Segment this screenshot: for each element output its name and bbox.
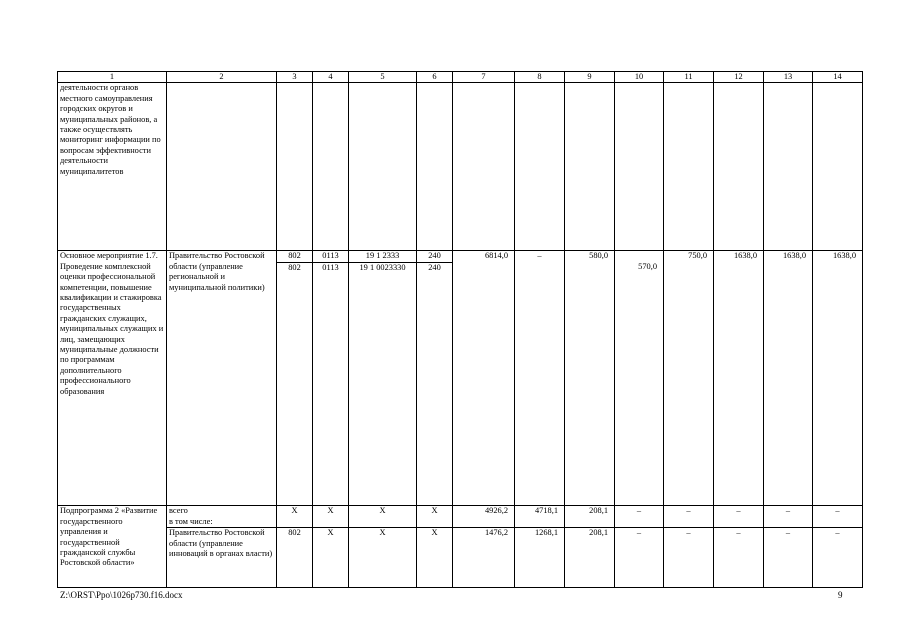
column-number-row: [58, 72, 863, 83]
cell-text: Правительство Ростовской области (управление инноваций в органах власти): [169, 528, 273, 559]
col-num: 10: [615, 72, 664, 83]
cell-value: –: [664, 506, 714, 528]
cell-value: 802: [288, 262, 301, 272]
col-num: 14: [813, 72, 863, 83]
cell-value: –: [714, 506, 764, 528]
cell-value: Х: [417, 528, 453, 588]
cell-value: Х: [349, 528, 417, 588]
cell-value: 1638,0: [813, 251, 863, 506]
table-row: [58, 251, 863, 506]
col-num: 4: [313, 72, 349, 83]
col-num: 2: [167, 72, 277, 83]
cell-value: 802: [277, 528, 313, 588]
table-row: [58, 506, 863, 528]
cell-value: 240: [428, 251, 441, 261]
budget-table: [57, 71, 863, 588]
table-row: [58, 528, 863, 588]
cell-text: Основное мероприятие 1.7. Проведение комплексной оценки профессиональной компетенции, повышение квалификации и стажировка государственных гражданских служащих, муниципальных служащих и лиц, замещающих муниципальные должности по программам дополнительного профессионального образования: [60, 251, 164, 396]
executor-cell: [167, 528, 277, 588]
cell-value: Х: [349, 506, 417, 528]
col-num: 8: [515, 72, 565, 83]
cell-value: 1268,1: [515, 528, 565, 588]
cell-text: Подпрограмма 2 «Развитие государственного управления и государственной гражданской службы Ростовской области»: [60, 506, 158, 568]
cell-value: Х: [313, 528, 349, 588]
col-num: 9: [565, 72, 615, 83]
cell-value: –: [515, 251, 565, 506]
cell-value: 1476,2: [453, 528, 515, 588]
cell-value: 802: [288, 251, 301, 261]
cell-value: –: [714, 528, 764, 588]
cell-value: –: [615, 506, 664, 528]
cell-value: 6814,0: [453, 251, 515, 506]
row-name-cell: [58, 83, 167, 251]
table-row: [58, 83, 863, 251]
cell-value: 19 1 0023330: [359, 262, 406, 272]
cell-value: 570,0: [638, 261, 657, 271]
cell-text: Правительство Ростовской области (управление региональной и муниципальной политики): [169, 251, 265, 292]
row-name-cell: [58, 251, 167, 506]
cell-text: в том числе:: [169, 516, 213, 526]
cell-value: 580,0: [565, 251, 615, 506]
col-num: 3: [277, 72, 313, 83]
cell-value: 1638,0: [714, 251, 764, 506]
col-num: 6: [417, 72, 453, 83]
cell-value: –: [764, 506, 813, 528]
cell-value: 208,1: [565, 506, 615, 528]
cell-value: 0113: [322, 262, 339, 272]
page-number: 9: [838, 590, 843, 600]
cell-value: –: [813, 506, 863, 528]
cell-value: 1638,0: [764, 251, 813, 506]
cell-value: 19 1 2333: [365, 251, 400, 261]
executor-cell: [167, 506, 277, 528]
cell-value: –: [764, 528, 813, 588]
cell-value: –: [664, 528, 714, 588]
footer-file-path: Z:\ORST\Ppo\1026p730.f16.docx: [60, 590, 183, 600]
cell-value: Х: [277, 506, 313, 528]
cell-value: 0113: [322, 251, 339, 261]
cell-value: 750,0: [664, 251, 714, 506]
cell-value: Х: [313, 506, 349, 528]
cell-value: –: [813, 528, 863, 588]
col-num: 12: [714, 72, 764, 83]
cell-text: всего: [169, 506, 188, 516]
col-num: 13: [764, 72, 813, 83]
row-name-cell: [58, 506, 167, 588]
cell-value: 208,1: [565, 528, 615, 588]
col-num: 5: [349, 72, 417, 83]
col-num: 1: [58, 72, 167, 83]
cell-value: –: [615, 528, 664, 588]
col-num: 11: [664, 72, 714, 83]
cell-value: 240: [428, 262, 441, 272]
col-num: 7: [453, 72, 515, 83]
cell-value: Х: [417, 506, 453, 528]
cell-value: 4926,2: [453, 506, 515, 528]
cell-value: 4718,1: [515, 506, 565, 528]
cell-text: деятельности органов местного самоуправления городских округов и муниципальных районов, а также осуществлять мониторинг информации по вопросам эффективности деятельности муниципалитетов: [60, 83, 161, 176]
executor-cell: [167, 251, 277, 506]
